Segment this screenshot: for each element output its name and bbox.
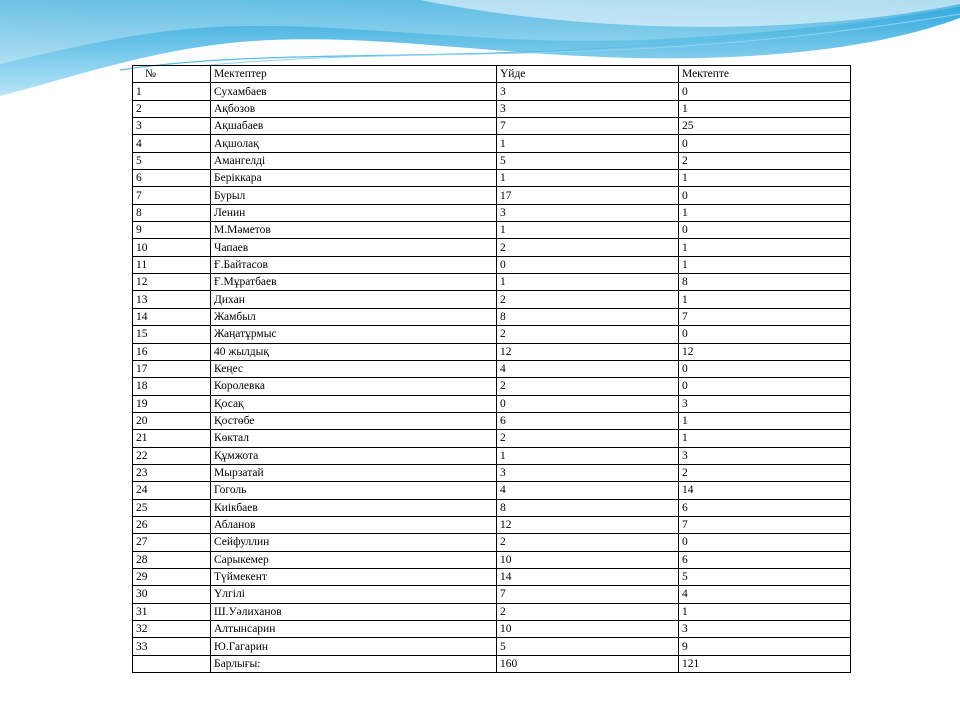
school-count: 1 [679, 204, 851, 221]
school-count: 1 [679, 430, 851, 447]
school-count: 1 [679, 291, 851, 308]
school-name: Көктал [211, 430, 497, 447]
school-count: 3 [679, 447, 851, 464]
row-number: 14 [133, 308, 211, 325]
header-school: Мектепте [679, 66, 851, 83]
row-number: 32 [133, 621, 211, 638]
table-row [133, 378, 851, 395]
row-number: 23 [133, 464, 211, 481]
school-name: Құмжота [211, 447, 497, 464]
home-count: 10 [497, 621, 679, 638]
table-row [133, 447, 851, 464]
school-name: Түймекент [211, 568, 497, 585]
home-count: 17 [497, 187, 679, 204]
school-count: 3 [679, 395, 851, 412]
row-number: 15 [133, 326, 211, 343]
school-count: 3 [679, 621, 851, 638]
school-count: 1 [679, 100, 851, 117]
home-count: 7 [497, 586, 679, 603]
school-name: Королевка [211, 378, 497, 395]
table-row [133, 135, 851, 152]
school-count: 0 [679, 378, 851, 395]
school-count: 5 [679, 568, 851, 585]
row-number: 28 [133, 551, 211, 568]
school-name: Чапаев [211, 239, 497, 256]
table-row [133, 621, 851, 638]
table-row [133, 343, 851, 360]
home-count: 3 [497, 83, 679, 100]
table-header-row [133, 66, 851, 83]
table-row [133, 83, 851, 100]
school-count: 0 [679, 534, 851, 551]
home-count: 14 [497, 568, 679, 585]
table-row [133, 534, 851, 551]
home-count: 2 [497, 603, 679, 620]
home-count: 2 [497, 534, 679, 551]
school-count: 2 [679, 464, 851, 481]
row-number: 33 [133, 638, 211, 655]
school-count: 0 [679, 135, 851, 152]
table-row [133, 308, 851, 325]
school-name: Сухамбаев [211, 83, 497, 100]
school-name: Кеңес [211, 360, 497, 377]
home-count: 1 [497, 135, 679, 152]
school-name: Ш.Уәлиханов [211, 603, 497, 620]
table-row [133, 586, 851, 603]
home-count: 1 [497, 222, 679, 239]
total-home: 160 [497, 655, 679, 672]
school-name: Бурыл [211, 187, 497, 204]
row-number: 22 [133, 447, 211, 464]
school-name: Сарыкемер [211, 551, 497, 568]
school-count: 25 [679, 118, 851, 135]
row-number: 16 [133, 343, 211, 360]
school-name: Қосақ [211, 395, 497, 412]
school-count: 0 [679, 360, 851, 377]
row-number: 30 [133, 586, 211, 603]
table-row [133, 482, 851, 499]
table-row [133, 326, 851, 343]
home-count: 1 [497, 274, 679, 291]
school-name: Киікбаев [211, 499, 497, 516]
table-row [133, 152, 851, 169]
school-count: 7 [679, 516, 851, 533]
home-count: 12 [497, 516, 679, 533]
total-row [133, 655, 851, 672]
home-count: 3 [497, 204, 679, 221]
home-count: 5 [497, 638, 679, 655]
row-number: 31 [133, 603, 211, 620]
table-row [133, 360, 851, 377]
school-name: Үлгілі [211, 586, 497, 603]
school-name: Ғ.Байтасов [211, 256, 497, 273]
school-name: Ақбозов [211, 100, 497, 117]
table-row [133, 187, 851, 204]
school-name: Беріккара [211, 170, 497, 187]
table-row [133, 222, 851, 239]
row-number: 13 [133, 291, 211, 308]
home-count: 2 [497, 291, 679, 308]
row-number: 18 [133, 378, 211, 395]
home-count: 8 [497, 499, 679, 516]
school-count: 12 [679, 343, 851, 360]
home-count: 7 [497, 118, 679, 135]
school-name: Абланов [211, 516, 497, 533]
table-row [133, 274, 851, 291]
row-number: 19 [133, 395, 211, 412]
home-count: 2 [497, 430, 679, 447]
school-count: 1 [679, 603, 851, 620]
school-name: Ақшабаев [211, 118, 497, 135]
home-count: 0 [497, 395, 679, 412]
school-count: 6 [679, 551, 851, 568]
row-number: 8 [133, 204, 211, 221]
row-number: 12 [133, 274, 211, 291]
table-row [133, 204, 851, 221]
school-name: Ақшолақ [211, 135, 497, 152]
home-count: 2 [497, 378, 679, 395]
school-count: 1 [679, 170, 851, 187]
home-count: 10 [497, 551, 679, 568]
table-row [133, 603, 851, 620]
row-number: 3 [133, 118, 211, 135]
school-count: 1 [679, 412, 851, 429]
table-row [133, 118, 851, 135]
school-name: Қостөбе [211, 412, 497, 429]
school-name: Ю.Гагарин [211, 638, 497, 655]
home-count: 3 [497, 100, 679, 117]
table-row [133, 412, 851, 429]
row-number: 5 [133, 152, 211, 169]
table-row [133, 516, 851, 533]
row-number: 27 [133, 534, 211, 551]
total-school: 121 [679, 655, 851, 672]
table-row [133, 256, 851, 273]
table-row [133, 551, 851, 568]
header-number: № [133, 66, 211, 83]
home-count: 2 [497, 326, 679, 343]
table-row [133, 430, 851, 447]
school-count: 0 [679, 326, 851, 343]
home-count: 0 [497, 256, 679, 273]
table-row [133, 239, 851, 256]
school-count: 0 [679, 83, 851, 100]
school-name: Амангелді [211, 152, 497, 169]
row-number: 10 [133, 239, 211, 256]
home-count: 12 [497, 343, 679, 360]
row-number: 24 [133, 482, 211, 499]
school-name: Дихан [211, 291, 497, 308]
row-number: 20 [133, 412, 211, 429]
school-name: Жаңатұрмыс [211, 326, 497, 343]
home-count: 6 [497, 412, 679, 429]
school-name: Жамбыл [211, 308, 497, 325]
school-count: 4 [679, 586, 851, 603]
row-number: 7 [133, 187, 211, 204]
row-number: 29 [133, 568, 211, 585]
row-number: 17 [133, 360, 211, 377]
home-count: 3 [497, 464, 679, 481]
school-name: Сейфуллин [211, 534, 497, 551]
school-count: 2 [679, 152, 851, 169]
home-count: 1 [497, 170, 679, 187]
row-number: 21 [133, 430, 211, 447]
table-row [133, 499, 851, 516]
row-number: 6 [133, 170, 211, 187]
home-count: 4 [497, 482, 679, 499]
table-row [133, 638, 851, 655]
school-name: Алтынсарин [211, 621, 497, 638]
school-count: 14 [679, 482, 851, 499]
home-count: 5 [497, 152, 679, 169]
row-number: 9 [133, 222, 211, 239]
header-home: Үйде [497, 66, 679, 83]
row-number: 26 [133, 516, 211, 533]
school-name: 40 жылдық [211, 343, 497, 360]
school-count: 7 [679, 308, 851, 325]
home-count: 4 [497, 360, 679, 377]
row-number: 25 [133, 499, 211, 516]
school-name: Мырзатай [211, 464, 497, 481]
total-label: Барлығы: [211, 655, 497, 672]
home-count: 1 [497, 447, 679, 464]
home-count: 2 [497, 239, 679, 256]
school-count: 1 [679, 256, 851, 273]
school-count: 0 [679, 222, 851, 239]
schools-table [132, 65, 851, 673]
table-row [133, 395, 851, 412]
header-schools: Мектептер [211, 66, 497, 83]
table-row [133, 464, 851, 481]
school-name: М.Мәметов [211, 222, 497, 239]
table-row [133, 568, 851, 585]
school-count: 1 [679, 239, 851, 256]
row-number: 2 [133, 100, 211, 117]
school-count: 6 [679, 499, 851, 516]
school-name: Гоголь [211, 482, 497, 499]
row-number: 4 [133, 135, 211, 152]
school-count: 9 [679, 638, 851, 655]
table-row [133, 170, 851, 187]
row-number: 1 [133, 83, 211, 100]
home-count: 8 [497, 308, 679, 325]
school-name: Ленин [211, 204, 497, 221]
table-row [133, 100, 851, 117]
school-count: 8 [679, 274, 851, 291]
table-row [133, 291, 851, 308]
school-name: Ғ.Мұратбаев [211, 274, 497, 291]
school-count: 0 [679, 187, 851, 204]
row-number: 11 [133, 256, 211, 273]
total-empty [133, 655, 211, 672]
